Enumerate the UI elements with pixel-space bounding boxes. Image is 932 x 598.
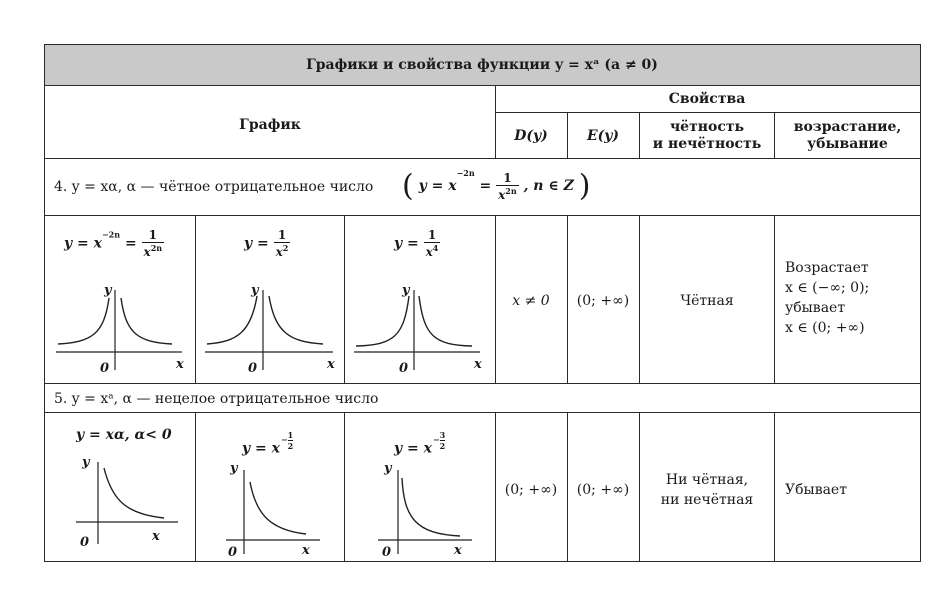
graph4a-lhs: y = x: [64, 235, 102, 252]
monotonic-line: убывает: [785, 300, 846, 316]
y-label: y: [251, 283, 259, 298]
x-label: x: [327, 357, 335, 372]
rule: [495, 85, 496, 159]
x-label: x: [474, 357, 482, 372]
section4-monotonic: [785, 258, 869, 338]
graph4a-formula: [64, 228, 164, 259]
header-parity-line1: чётность: [669, 119, 745, 135]
parity-line2: ни нечётная: [660, 492, 754, 508]
header-parity: [640, 119, 774, 153]
monotonic-line: x ∈ (0; +∞): [785, 320, 865, 336]
header-monotonic-line2: убывание: [807, 136, 888, 152]
graph4c-formula: [394, 228, 440, 259]
y-label: y: [384, 461, 392, 476]
section4-range: (0; +∞): [576, 293, 630, 309]
graph5b-exp: [281, 430, 293, 451]
graph4b-lhs: y =: [244, 235, 269, 252]
graph4a-den: x: [143, 245, 151, 259]
rule: [44, 412, 921, 413]
section4-domain: x ≠ 0: [512, 293, 550, 309]
section4-parity: Чётная: [680, 293, 734, 309]
graph4c-den-exp: 4: [432, 243, 439, 253]
header-parity-line2: и нечётность: [652, 136, 762, 152]
rule: [44, 383, 921, 384]
header-graph: График: [239, 117, 301, 133]
header-monotonic: [775, 119, 920, 153]
rule: [567, 412, 568, 562]
graph5c-exp-den: 2: [439, 441, 446, 451]
graph5b-formula: [242, 430, 293, 457]
origin-label: 0: [399, 361, 409, 376]
rule: [567, 215, 568, 383]
section5-domain: (0; +∞): [504, 482, 558, 498]
graph5c-lhs: y = x: [394, 440, 432, 457]
graph4b-fraction: [274, 228, 291, 259]
paren-lhs: y = x: [418, 178, 457, 194]
graph4a-eq: =: [124, 235, 137, 252]
rule: [44, 44, 45, 562]
parity-line1: Ни чётная,: [665, 472, 749, 488]
graph4a-fraction: [142, 228, 165, 259]
graph4b-formula: [244, 228, 290, 259]
header-monotonic-line1: возрастание,: [793, 119, 902, 135]
graph5b-exp-sign: −: [280, 434, 288, 445]
rule: [44, 44, 921, 45]
paren-frac-num: 1: [496, 171, 519, 186]
x-label: x: [176, 357, 184, 372]
curve-left: [207, 296, 257, 344]
x-label: x: [152, 529, 160, 544]
curve-right: [121, 298, 172, 344]
section5-parity: [640, 470, 774, 510]
graph4c-num: 1: [424, 228, 441, 243]
curve-left: [58, 298, 109, 344]
section4-paren-formula: ( $y = x^{-2n}$ = $\frac{1}{x^{2n}}$ , n ∈ Z ): [402, 168, 591, 204]
graph5a-formula: y = xα, α< 0: [76, 427, 172, 443]
graph4a-exp: −2n: [101, 229, 121, 240]
rule: [774, 215, 775, 383]
rule: [44, 158, 921, 159]
graph4b-den-exp: 2: [282, 243, 289, 253]
section5-heading: 5. y = xᵃ, α — нецелое отрицательное число: [54, 391, 379, 407]
rule: [495, 215, 496, 383]
graph5a: [74, 450, 192, 554]
graph4c: [350, 276, 490, 378]
graph4c-fraction: [424, 228, 441, 259]
section5-monotonic: Убывает: [785, 482, 847, 498]
rule: [639, 215, 640, 383]
rule: [920, 44, 921, 562]
graph4b-den: x: [275, 245, 283, 259]
graph5c-exp-sign: −: [432, 434, 440, 445]
paren-frac-den-exp: 2n: [505, 185, 517, 196]
graph5c-exp-num: 3: [439, 430, 446, 440]
graph4c-den: x: [425, 245, 433, 259]
curve: [402, 478, 460, 536]
header-domain: D(y): [514, 128, 548, 144]
rule: [344, 412, 345, 562]
header-properties: Свойства: [668, 91, 746, 107]
header-range: E(y): [586, 128, 620, 144]
y-label: y: [82, 455, 90, 470]
origin-label: 0: [100, 361, 110, 376]
graph5c: [376, 454, 494, 558]
paren-tail: , n ∈ Z: [523, 178, 574, 194]
graph5b-exp-num: 1: [287, 430, 294, 440]
origin-label: 0: [228, 545, 238, 560]
origin-label: 0: [248, 361, 258, 376]
monotonic-line: x ∈ (−∞; 0);: [785, 280, 870, 296]
x-label: x: [454, 543, 462, 558]
graph5b: [224, 454, 342, 558]
curve: [104, 468, 164, 518]
rule: [344, 215, 345, 383]
curve-left: [356, 296, 409, 346]
rule: [195, 215, 196, 383]
rule: [774, 412, 775, 562]
graph4a-den-exp: 2n: [150, 243, 163, 253]
rule: [567, 112, 568, 159]
origin-label: 0: [80, 535, 90, 550]
table-title: Графики и свойства функции y = xᵃ (a ≠ 0): [306, 57, 658, 73]
rule: [495, 412, 496, 562]
graph5c-formula: [394, 430, 445, 457]
paren-exp: −2n: [456, 168, 475, 178]
rule: [44, 561, 921, 562]
origin-label: 0: [382, 545, 392, 560]
paren-frac-den: x: [498, 187, 506, 202]
section5-range: (0; +∞): [576, 482, 630, 498]
rule: [44, 85, 921, 86]
paren-fraction: [496, 171, 519, 202]
graph5b-lhs: y = x: [242, 440, 280, 457]
graph4a-num: 1: [142, 228, 165, 243]
curve: [250, 482, 306, 534]
monotonic-line: Возрастает: [785, 260, 869, 276]
y-label: y: [402, 283, 410, 298]
graph4b-num: 1: [274, 228, 291, 243]
properties-table: [44, 44, 921, 562]
curve-right: [419, 296, 472, 346]
graph4c-lhs: y =: [394, 235, 419, 252]
rule: [195, 412, 196, 562]
graph4a: [52, 276, 192, 378]
graph4b: [201, 276, 341, 378]
y-label: y: [104, 283, 112, 298]
graph5c-exp: [433, 430, 445, 451]
x-label: x: [302, 543, 310, 558]
rule: [495, 112, 921, 113]
graph5b-exp-den: 2: [287, 441, 294, 451]
y-label: y: [230, 461, 238, 476]
curve-right: [269, 296, 323, 344]
section4-heading: 4. y = xα, α — чётное отрицательное число: [54, 179, 374, 195]
rule: [44, 215, 921, 216]
